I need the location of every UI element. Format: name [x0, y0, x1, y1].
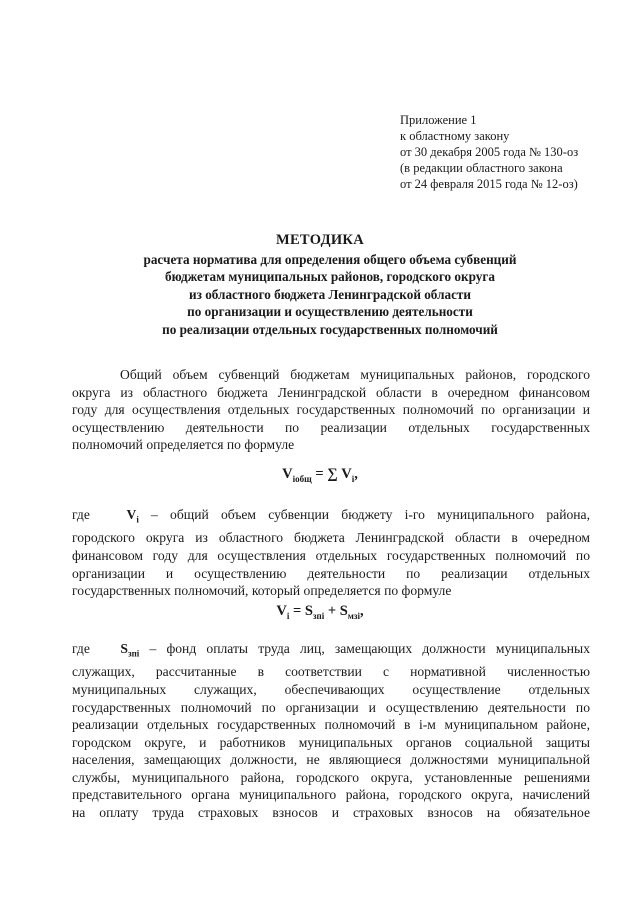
- paragraph-line: округа из областного бюджета Ленинградской области в очередном финансовом: [72, 384, 590, 400]
- paragraph-line: городском округе, и работников муниципальных органов социальной защиты: [72, 734, 590, 750]
- formula-tail: ,: [354, 466, 358, 482]
- symbol-s: $S_{зпi}$: [120, 641, 140, 659]
- appendix-line: к областному закону: [400, 129, 510, 143]
- subtitle-line: из областного бюджета Ленинградской области: [189, 286, 471, 302]
- paragraph-line: Общий объем субвенций бюджетам муниципальных районов, городского: [120, 367, 590, 382]
- paragraph-line: муниципальных служащих, обеспечивающих осуществление отдельных: [72, 681, 590, 697]
- paragraph-line: полномочий определяется по формуле: [72, 437, 295, 453]
- definition-text: – общий объем субвенции бюджету i-го муниципального района,: [138, 507, 590, 522]
- document-title: МЕТОДИКА: [275, 232, 365, 248]
- where-word: где: [72, 507, 90, 522]
- subtitle-line: по реализации отдельных государственных полномочий: [162, 321, 498, 337]
- formula-rhs-sub: i: [351, 473, 355, 484]
- paragraph-line: на оплату труда страховых взносов и страховых взносов на обязательное: [72, 805, 590, 821]
- paragraph-line: [72, 506, 590, 529]
- formula-lhs: V: [282, 466, 293, 482]
- paragraph-line: представительного органа муниципального района, городского округа, начислений: [72, 787, 590, 803]
- subtitle-line: по организации и осуществлению деятельности: [187, 304, 473, 320]
- intro-paragraph: [72, 366, 590, 454]
- subtitle-line: расчета норматива для определения общего объема субвенций: [143, 252, 517, 267]
- formula-total: [0, 466, 640, 484]
- appendix-line: от 24 февраля 2015 года № 12-оз): [400, 177, 578, 191]
- paragraph-line: городского округа из областного бюджета Ленинградской области в очередном: [72, 530, 590, 546]
- appendix-line: Приложение 1: [400, 113, 477, 127]
- paragraph-line: финансовом году для осуществления отдельных государственных полномочий по: [72, 547, 590, 563]
- paragraph-line: службы, муниципального района, городского округа, установленные решениями: [72, 769, 590, 785]
- formula-lhs-sub: i: [286, 610, 290, 621]
- formula-plus-sub: мзi: [347, 610, 361, 621]
- appendix-line: от 30 декабря 2005 года № 130-оз: [400, 145, 579, 159]
- formula-rhs: = ∑ V: [311, 466, 352, 482]
- formula-plus: + S: [324, 603, 348, 619]
- formula-mid: = S: [289, 603, 313, 619]
- paragraph-line: организации и осуществлению деятельности по реализации отдельных: [72, 565, 590, 581]
- appendix-line: (в редакции областного закона: [400, 161, 563, 175]
- paragraph-line: [72, 640, 590, 663]
- paragraph-line: году для осуществления отдельных государственных полномочий по организации и: [72, 402, 590, 418]
- definition-s: [72, 640, 590, 822]
- symbol-vi: $V_i$: [126, 507, 139, 525]
- document-subtitle: [80, 251, 580, 338]
- paragraph-line: государственных полномочий, который определяется по формуле: [72, 583, 452, 599]
- paragraph-line: государственных полномочий по организации и осуществлению деятельности по: [72, 699, 590, 715]
- paragraph-line: служащих, рассчитанные в соответствии с нормативной численностью: [72, 664, 590, 680]
- subtitle-line: бюджетам муниципальных районов, городского округа: [165, 269, 495, 285]
- appendix-reference: [400, 112, 630, 192]
- formula-tail: ,: [360, 603, 364, 619]
- formula-mid-sub: зпi: [312, 610, 325, 621]
- where-word: где: [72, 641, 90, 656]
- paragraph-line: реализации отдельных государственных полномочий в i-м муниципальном районе,: [72, 717, 590, 733]
- formula-vi: [0, 603, 640, 621]
- definition-text: – фонд оплаты труда лиц, замещающих должности муниципальных: [139, 641, 590, 656]
- formula-lhs: V: [276, 603, 287, 619]
- paragraph-line: населения, замещающих должности, не являющиеся должностями муниципальной: [72, 752, 590, 768]
- definition-vi: [72, 506, 590, 600]
- paragraph-line: осуществлению деятельности по реализации отдельных государственных: [72, 419, 590, 435]
- formula-lhs-sub: iобщ: [292, 473, 312, 484]
